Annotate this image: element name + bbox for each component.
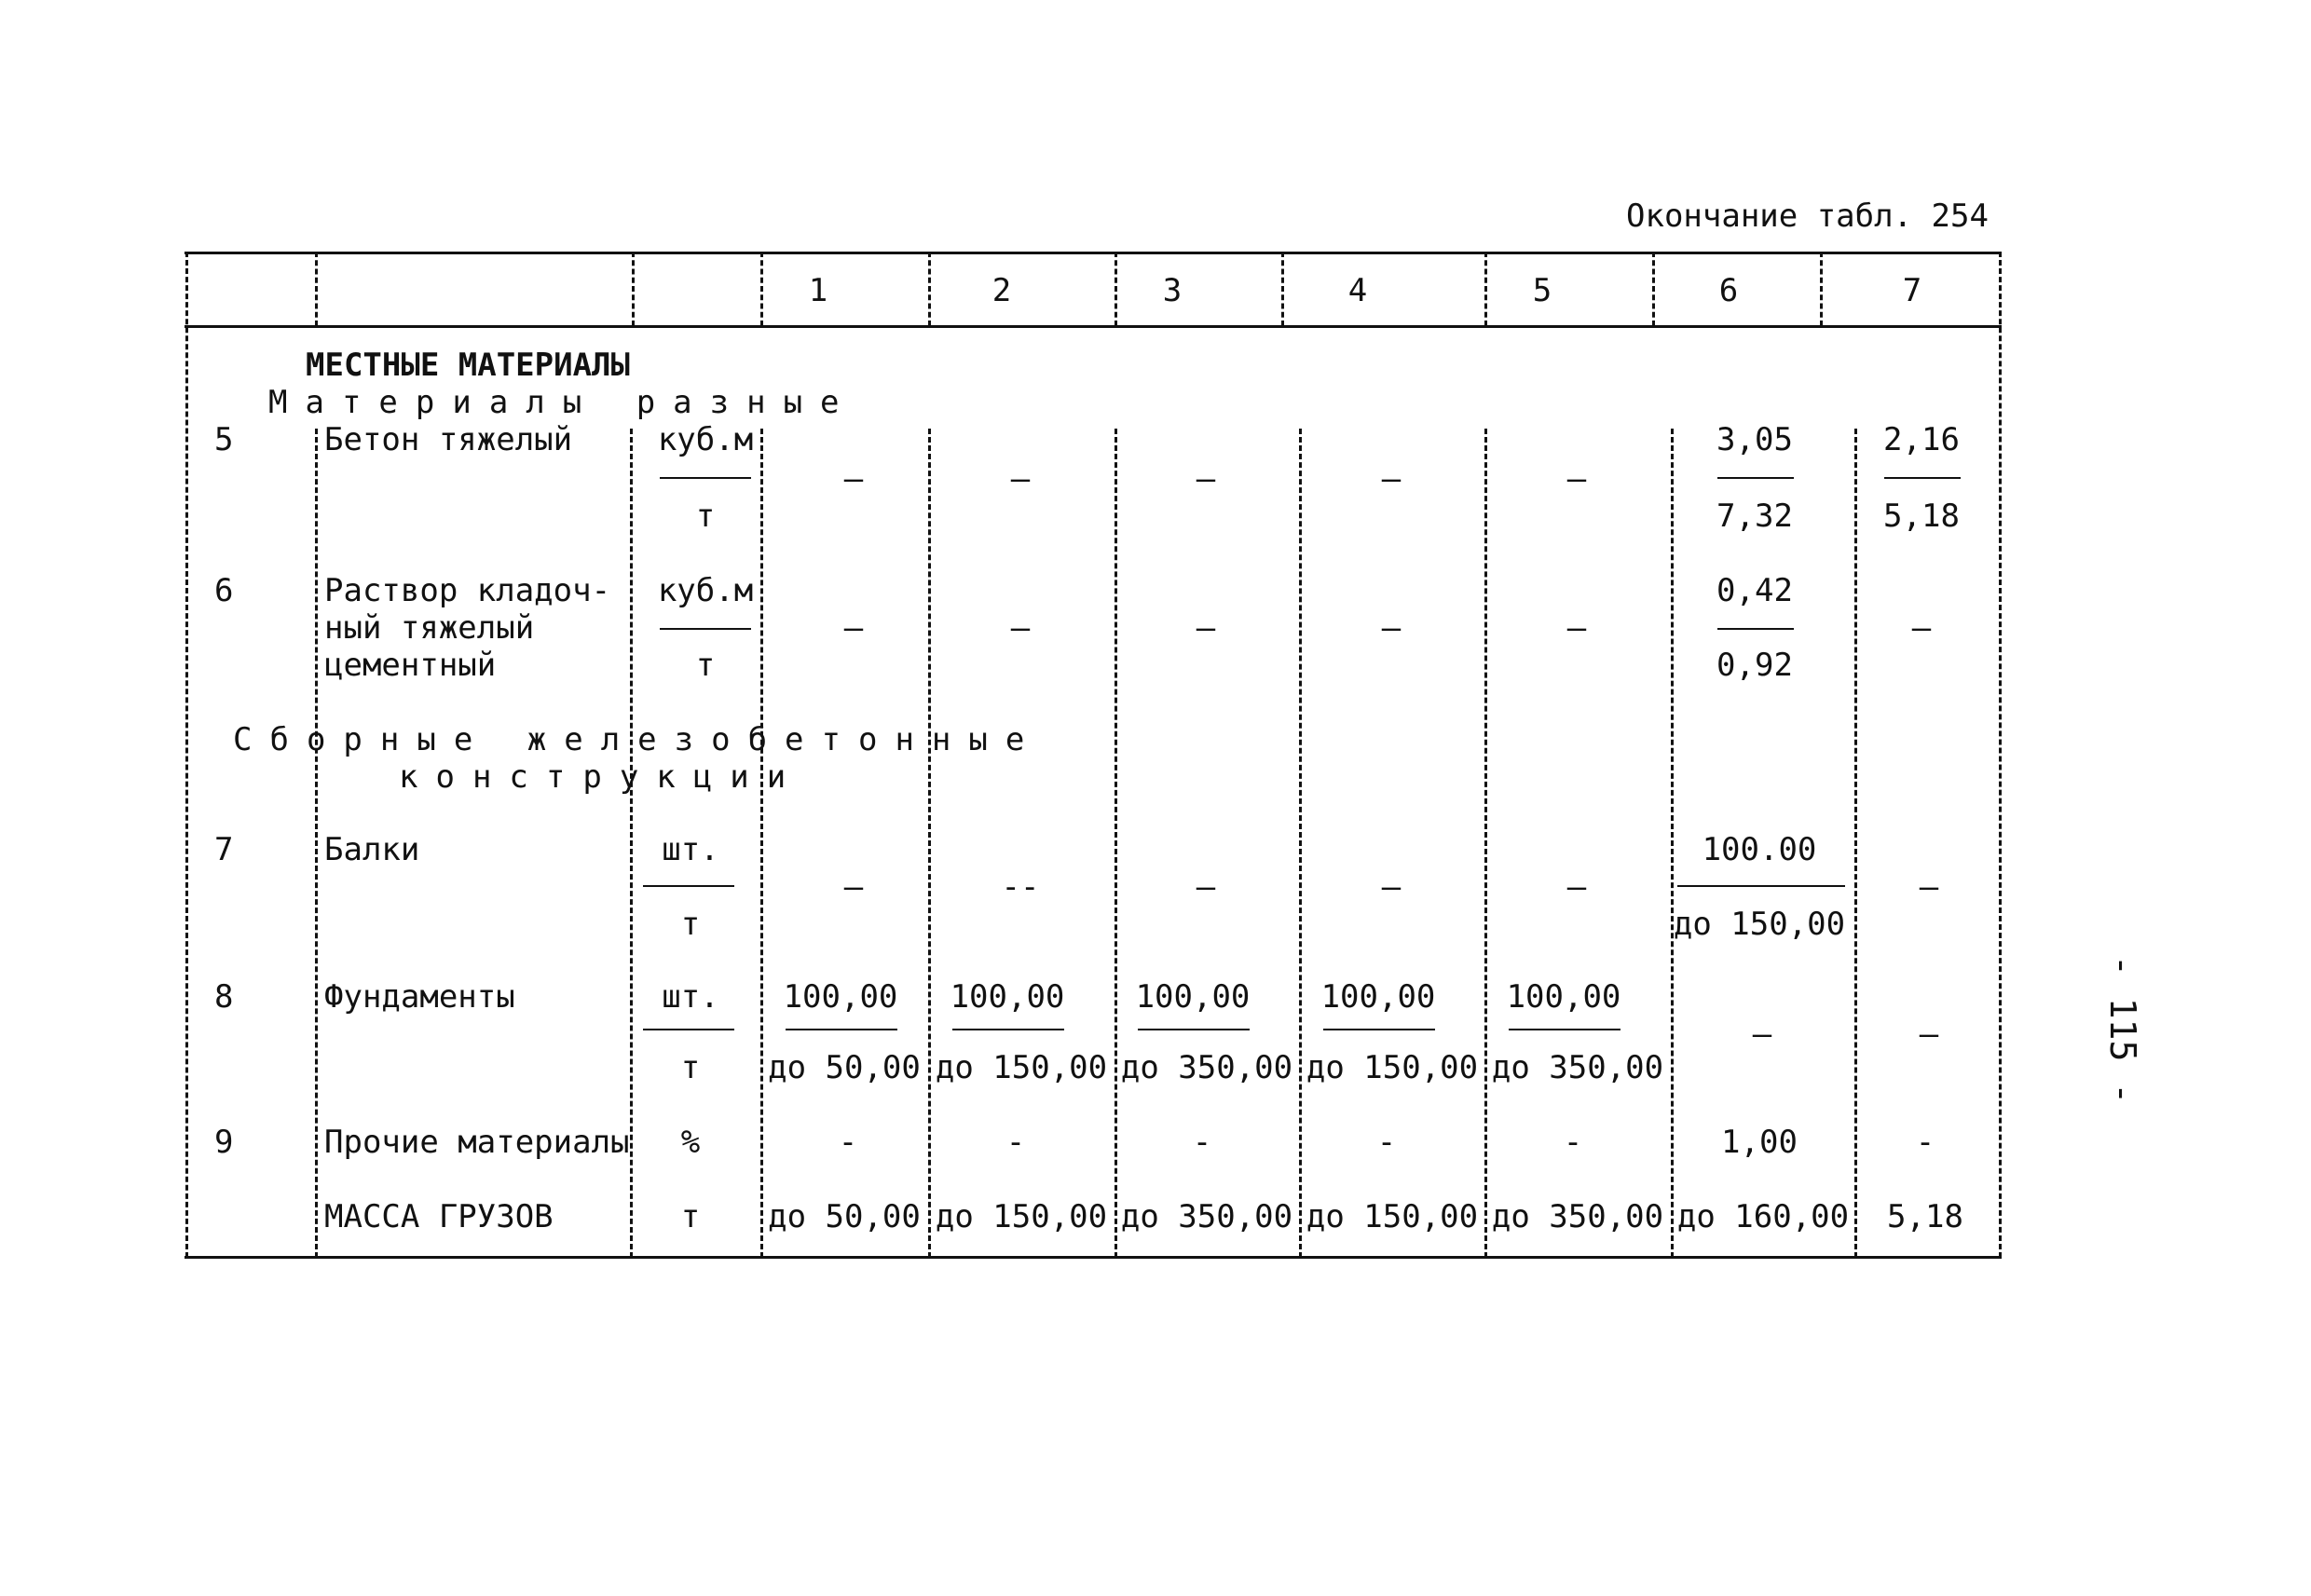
header-divider bbox=[1114, 252, 1117, 326]
unit-fraction-line bbox=[643, 1029, 734, 1030]
cell: – bbox=[1381, 609, 1402, 647]
cell-fraction-line bbox=[1884, 477, 1961, 479]
unit-fraction-line bbox=[660, 628, 751, 630]
unit-bottom: т bbox=[695, 498, 716, 535]
unit-bottom: т bbox=[695, 647, 716, 684]
cell-fraction-line bbox=[1717, 477, 1794, 479]
cell: – bbox=[1381, 868, 1402, 906]
mass-cell: до 350,00 bbox=[1120, 1198, 1293, 1235]
header-bottom-border bbox=[185, 325, 2002, 328]
cell-top: 100.00 bbox=[1702, 831, 1817, 868]
table-bottom-border bbox=[185, 1256, 2002, 1259]
cell: 1,00 bbox=[1721, 1124, 1798, 1161]
section-misc-materials: Материалы разные bbox=[268, 384, 857, 421]
mass-label: МАССА ГРУЗОВ bbox=[324, 1198, 554, 1235]
column-header-6: 6 bbox=[1718, 272, 1739, 309]
material-name: Фундаменты bbox=[324, 978, 515, 1016]
row-number: 5 bbox=[214, 421, 234, 458]
cell: - bbox=[1563, 1124, 1583, 1161]
cell: – bbox=[1752, 1016, 1772, 1053]
unit-top: куб.м bbox=[657, 421, 754, 458]
cell: - bbox=[1005, 1124, 1026, 1161]
header-divider bbox=[1652, 252, 1655, 326]
mass-cell: до 150,00 bbox=[935, 1198, 1108, 1235]
body-divider-c1 bbox=[760, 429, 763, 1258]
body-divider-unit bbox=[630, 429, 633, 1258]
mass-cell: до 150,00 bbox=[1306, 1198, 1479, 1235]
cell-top: 100,00 bbox=[1320, 978, 1436, 1016]
cell: – bbox=[1919, 1016, 1939, 1053]
header-divider bbox=[1484, 252, 1487, 326]
cell-top: 100,00 bbox=[1135, 978, 1251, 1016]
cell: – bbox=[1196, 609, 1216, 647]
cell: - bbox=[838, 1124, 858, 1161]
header-divider bbox=[928, 252, 931, 326]
cell-fraction-line bbox=[952, 1029, 1064, 1030]
unit: т bbox=[680, 1198, 701, 1235]
cell-bottom: до 150,00 bbox=[935, 1049, 1108, 1086]
cell: - bbox=[1376, 1124, 1397, 1161]
section-precast-2: конструкции bbox=[399, 758, 804, 796]
material-name: Прочие материалы bbox=[324, 1124, 630, 1161]
cell-bottom: до 50,00 bbox=[768, 1049, 921, 1086]
cell: – bbox=[1566, 868, 1587, 906]
cell-bottom: 0,92 bbox=[1716, 647, 1793, 684]
body-divider-c6 bbox=[1671, 429, 1674, 1258]
cell-fraction-line bbox=[1323, 1029, 1435, 1030]
unit-bottom: т bbox=[680, 1049, 701, 1086]
cell-bottom: до 150,00 bbox=[1673, 906, 1846, 943]
unit-top: шт. bbox=[662, 978, 719, 1016]
row-number: 6 bbox=[214, 572, 234, 609]
column-header-3: 3 bbox=[1162, 272, 1183, 309]
section-precast: Сборные железобетонные bbox=[233, 721, 1043, 758]
cell-fraction-line bbox=[1509, 1029, 1620, 1030]
cell: – bbox=[1566, 460, 1587, 498]
cell-bottom: до 350,00 bbox=[1120, 1049, 1293, 1086]
cell-bottom: до 150,00 bbox=[1306, 1049, 1479, 1086]
cell: – bbox=[1196, 460, 1216, 498]
column-header-4: 4 bbox=[1347, 272, 1368, 309]
body-divider-name bbox=[315, 429, 318, 1258]
material-name: цементный bbox=[324, 647, 497, 684]
section-local-materials: МЕСТНЫЕ МАТЕРИАЛЫ bbox=[306, 347, 630, 384]
mass-cell: до 50,00 bbox=[768, 1198, 921, 1235]
cell-fraction-line bbox=[786, 1029, 897, 1030]
unit-bottom: т bbox=[680, 906, 701, 943]
cell: – bbox=[843, 868, 864, 906]
column-header-5: 5 bbox=[1532, 272, 1552, 309]
cell: – bbox=[843, 609, 864, 647]
cell: - bbox=[1192, 1124, 1212, 1161]
table-left-border bbox=[185, 252, 188, 1258]
body-divider-c2 bbox=[928, 429, 931, 1258]
table-right-border bbox=[1999, 252, 2002, 1258]
body-divider-c5 bbox=[1484, 429, 1487, 1258]
mass-cell: до 350,00 bbox=[1491, 1198, 1664, 1235]
cell-fraction-line bbox=[1677, 885, 1845, 887]
unit-top: шт. bbox=[662, 831, 719, 868]
cell-top: 0,42 bbox=[1716, 572, 1793, 609]
body-divider-c4 bbox=[1299, 429, 1302, 1258]
material-name: Балки bbox=[324, 831, 420, 868]
cell-top: 100,00 bbox=[950, 978, 1065, 1016]
header-divider bbox=[1281, 252, 1284, 326]
material-name: ный тяжелый bbox=[324, 609, 535, 647]
cell: – bbox=[1010, 609, 1031, 647]
header-divider bbox=[632, 252, 635, 326]
column-header-7: 7 bbox=[1902, 272, 1922, 309]
material-name: Раствор кладоч- bbox=[324, 572, 611, 609]
cell: – bbox=[1911, 609, 1932, 647]
header-divider bbox=[760, 252, 763, 326]
unit: % bbox=[680, 1124, 701, 1161]
cell: – bbox=[843, 460, 864, 498]
cell-bottom: 7,32 bbox=[1716, 498, 1793, 535]
row-number: 9 bbox=[214, 1124, 234, 1161]
cell-top: 100,00 bbox=[1506, 978, 1621, 1016]
body-divider-c7 bbox=[1854, 429, 1857, 1258]
cell-fraction-line bbox=[1717, 628, 1794, 630]
cell: – bbox=[1010, 460, 1031, 498]
cell-fraction-line bbox=[1138, 1029, 1250, 1030]
column-header-1: 1 bbox=[808, 272, 828, 309]
page-number: - 115 - bbox=[2102, 955, 2143, 1105]
row-number: 7 bbox=[214, 831, 234, 868]
cell-bottom: до 350,00 bbox=[1491, 1049, 1664, 1086]
cell: – bbox=[1196, 868, 1216, 906]
unit-fraction-line bbox=[660, 477, 751, 479]
cell-top: 100,00 bbox=[783, 978, 898, 1016]
cell: – bbox=[1919, 868, 1939, 906]
unit-top: куб.м bbox=[657, 572, 754, 609]
cell-top: 2,16 bbox=[1883, 421, 1960, 458]
table-top-border bbox=[185, 252, 2002, 254]
cell: -- bbox=[1001, 868, 1040, 906]
cell: – bbox=[1566, 609, 1587, 647]
header-divider bbox=[1820, 252, 1823, 326]
row-number: 8 bbox=[214, 978, 234, 1016]
body-divider-c3 bbox=[1114, 429, 1117, 1258]
cell-bottom: 5,18 bbox=[1883, 498, 1960, 535]
material-name: Бетон тяжелый bbox=[324, 421, 573, 458]
cell: – bbox=[1381, 460, 1402, 498]
mass-cell: 5,18 bbox=[1887, 1198, 1963, 1235]
unit-fraction-line bbox=[643, 885, 734, 887]
column-header-2: 2 bbox=[991, 272, 1012, 309]
header-divider bbox=[315, 252, 318, 326]
mass-cell: до 160,00 bbox=[1676, 1198, 1850, 1235]
cell: - bbox=[1915, 1124, 1935, 1161]
cell-top: 3,05 bbox=[1716, 421, 1793, 458]
table-caption: Окончание табл. 254 bbox=[1626, 198, 1989, 235]
